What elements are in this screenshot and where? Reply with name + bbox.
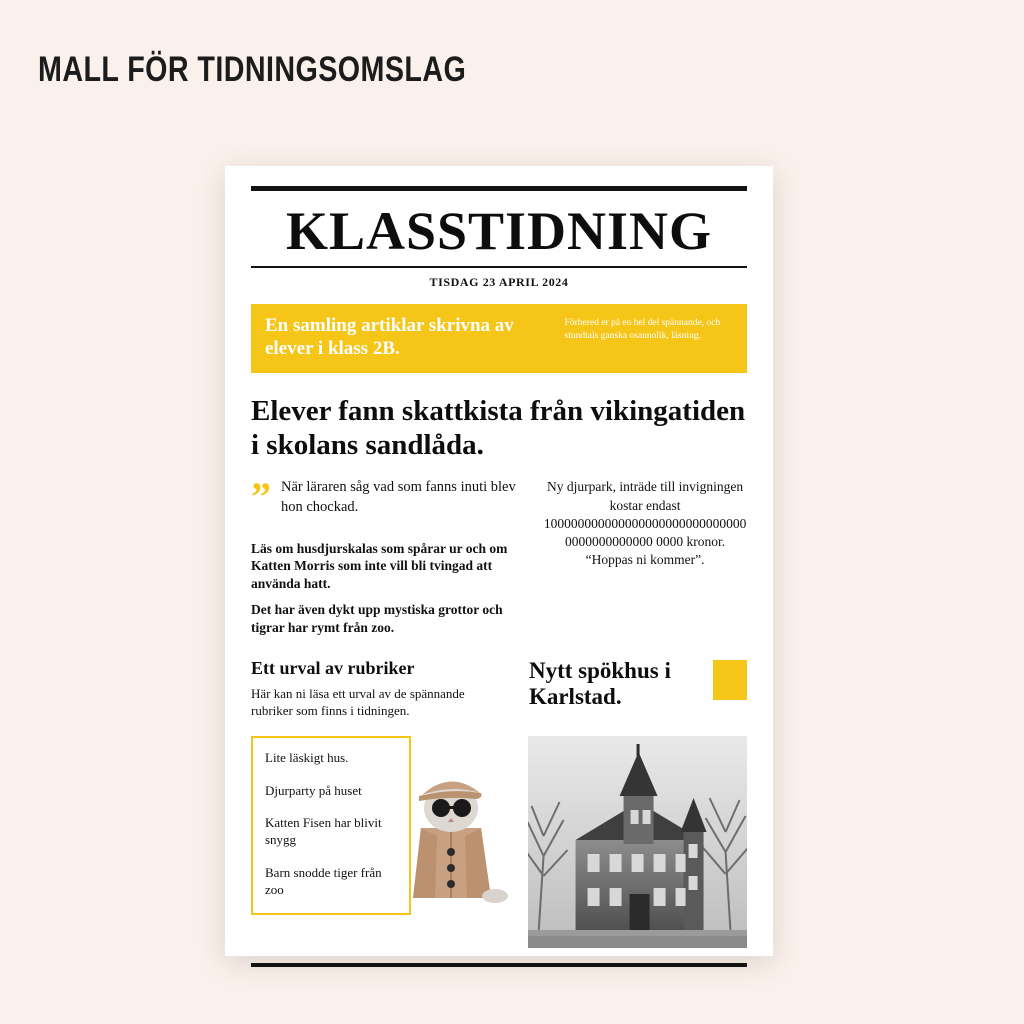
lower-section	[251, 736, 747, 953]
pull-quote-text: När läraren såg vad som fanns inuti blev hon chockad.	[281, 479, 516, 515]
ghost-headline: Nytt spökhus i Karlstad.	[528, 658, 671, 710]
pull-quote	[251, 474, 521, 520]
banner-main-text: En samling artiklar skrivna av elever i klass 2B.	[265, 314, 514, 360]
masthead-title: KLASSTIDNING	[285, 201, 713, 261]
mid-section	[251, 658, 747, 719]
headlines-section-title: Ett urval av rubriker	[251, 658, 415, 679]
newspaper-sheet	[225, 166, 773, 956]
ghost-headline-row	[529, 658, 747, 710]
bottom-rule	[251, 963, 747, 967]
page-title: MALL FÖR TIDNINGSOMSLAG	[38, 50, 467, 89]
headline-list	[265, 750, 397, 899]
intro-banner	[251, 304, 747, 374]
masthead-rule	[251, 266, 747, 268]
list-item: Katten Fisen har blivit snygg	[265, 815, 382, 848]
list-item: Barn snodde tiger från zoo	[265, 865, 382, 898]
top-rule	[251, 186, 747, 191]
issue-date: TISDAG 23 APRIL 2024	[429, 274, 569, 289]
quote-mark-icon: ”	[251, 474, 271, 520]
headline-list-area	[251, 736, 514, 915]
headlines-section	[251, 658, 507, 719]
banner-side-text: Förbered er på en hel del spännande, och stundtals ganska osannolik, läsning.	[564, 317, 721, 342]
teaser-paragraph: Läs om husdjurskalas som spårar ur och om Katten Morris som inte vill bli tvingad att använda hatt.	[251, 540, 508, 591]
ghost-section	[529, 658, 747, 719]
teaser-block	[251, 540, 521, 637]
sidebar-note: Ny djurpark, inträde till invigningen kostar endast 1000000000000000000000000000000000000000000 0000 kronor. “Hoppas ni kommer”.	[543, 479, 747, 568]
lead-headline: Elever fann skattkista från vikingatiden i skolans sandlåda.	[251, 395, 746, 461]
upper-columns	[251, 474, 747, 636]
headlines-section-body: Här kan ni läsa ett urval av de spännande rubriker som finns i tidningen.	[251, 686, 465, 719]
headline-list-box	[251, 736, 411, 915]
yellow-accent-square	[713, 660, 747, 700]
upper-right-column	[543, 478, 747, 636]
haunted-house-photo	[528, 736, 747, 948]
teaser-paragraph: Det har även dykt upp mystiska grottor och tigrar har rymt från zoo.	[251, 602, 503, 635]
list-item: Lite läskigt hus.	[265, 749, 349, 765]
upper-left-column	[251, 474, 521, 636]
cat-in-coat-illustration	[391, 764, 511, 904]
list-item: Djurparty på huset	[265, 782, 362, 798]
ghost-photo-area	[528, 736, 747, 953]
